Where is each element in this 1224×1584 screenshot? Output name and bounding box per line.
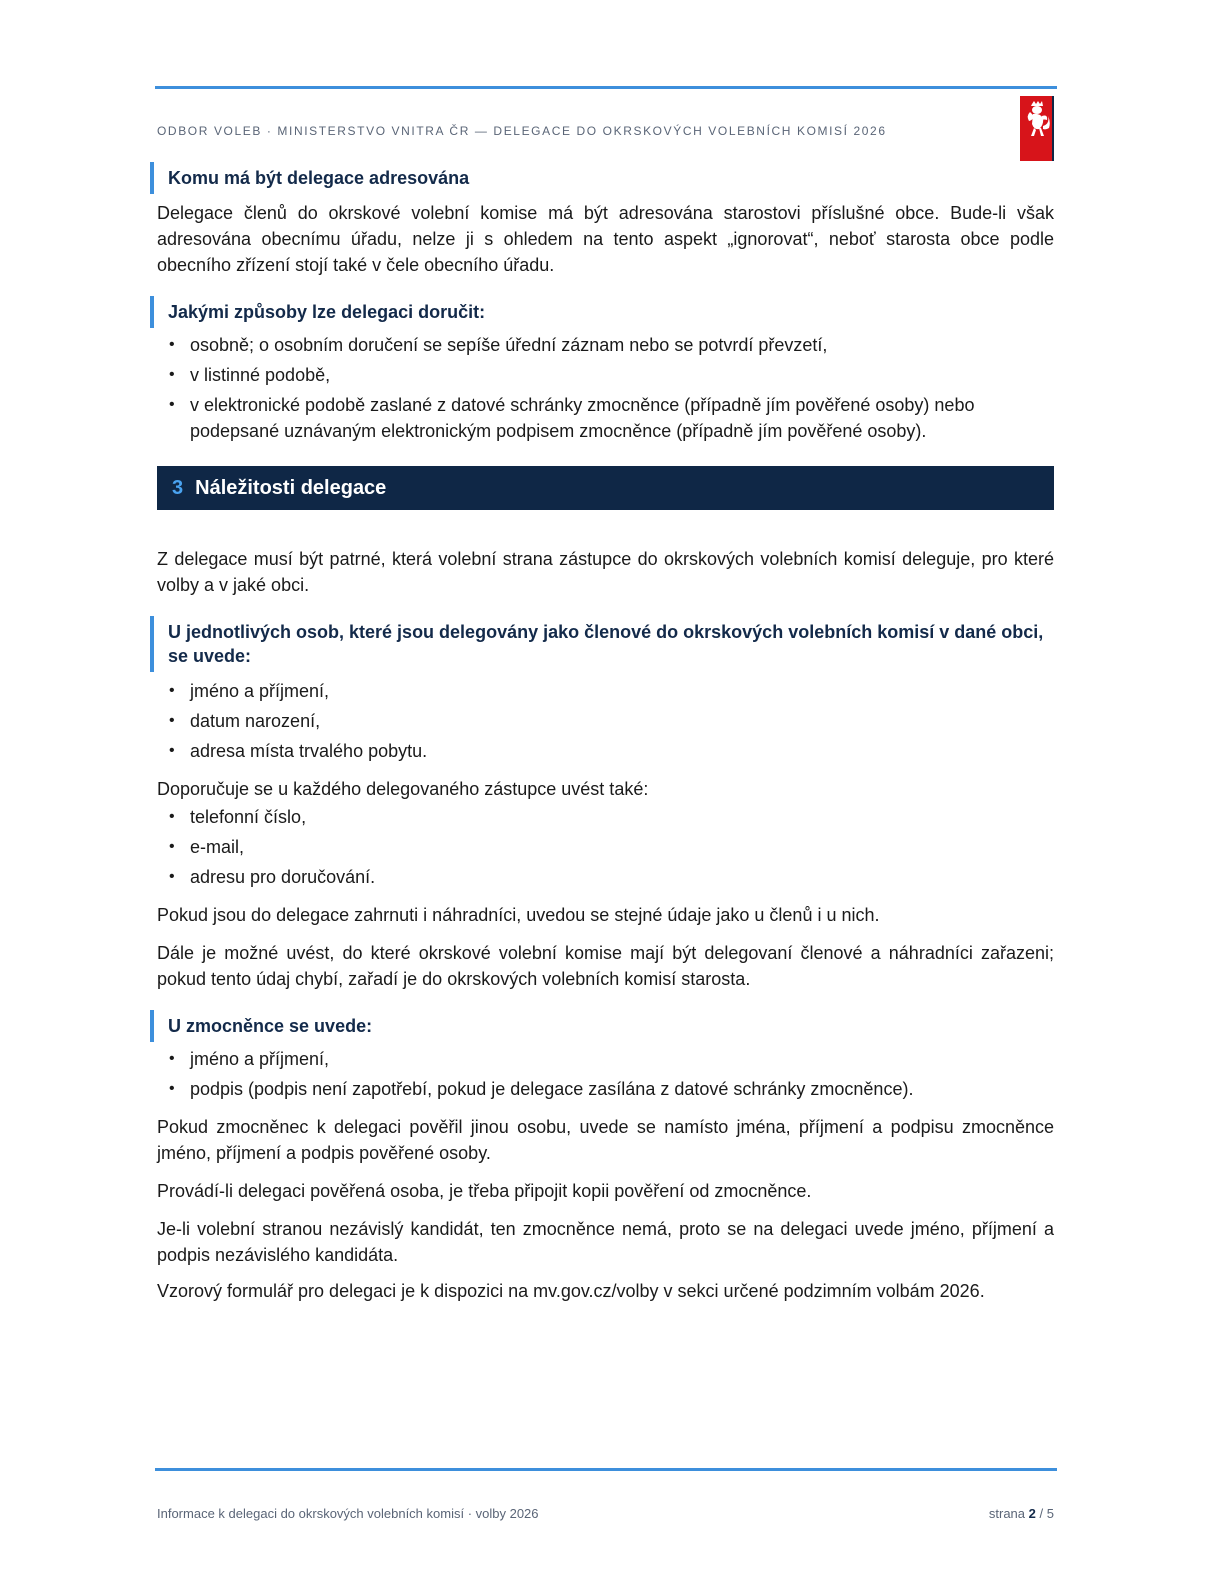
authorized-paragraph: Provádí-li delegaci pověřená osoba, je třeba připojit kopii pověření od zmocněnce. [157, 1181, 812, 1201]
header-rule [155, 86, 1057, 89]
delivery-list [157, 332, 1054, 444]
section-number: 3 [172, 476, 184, 499]
footer-title: Informace k delegaci do okrskových volebních komisí · volby 2026 [157, 1506, 539, 1521]
recommended-paragraph: Doporučuje se u každého delegovaného zástupce uvést také: [157, 779, 649, 799]
addressee-heading: Komu má být delegace adresována [150, 162, 1054, 194]
section-title: Náležitosti delegace [195, 476, 387, 499]
page-current: 2 [1028, 1506, 1036, 1521]
page-prefix: strana [988, 1506, 1026, 1521]
list-item: • datum narození, [157, 708, 1054, 734]
independent-paragraph: Je-li volební stranou nezávislý kandidát, ten zmocněnce nemá, proto se na delegaci uvede jméno, příjmení a podpis nezávislého kandidáta. [157, 1219, 1054, 1265]
page-content [157, 158, 1054, 1304]
czech-lion-emblem-icon [1020, 96, 1054, 161]
list-item: • telefonní číslo, [157, 804, 1054, 830]
proxy-heading: U zmocněnce se uvede: [150, 1010, 1054, 1042]
running-header: ODBOR VOLEB · MINISTERSTVO VNITRA ČR — DELEGACE DO OKRSKOVÝCH VOLEBNÍCH KOMISÍ 2026 [157, 124, 887, 138]
page-separator: / [1039, 1506, 1044, 1521]
proxy-list [157, 1046, 1054, 1102]
list-item: • adresu pro doručování. [157, 864, 1054, 890]
list-item: • adresa místa trvalého pobytu. [157, 738, 1054, 764]
persons-list [157, 678, 1054, 764]
section-heading-bar [157, 466, 1054, 510]
list-item: • jméno a příjmení, [157, 1046, 1054, 1072]
delivery-heading: Jakými způsoby lze delegaci doručit: [150, 296, 1054, 328]
page-number [989, 1506, 1054, 1521]
addressee-paragraph: Delegace členů do okrskové volební komise má být adresována starostovi příslušné obce. Bude-li však adresována obecnímu úřadu, nelze ji s ohledem na tento aspekt „ignorovat“, neboť starosta obce podle obecního zřízení stojí také v čele obecního úřadu. [157, 203, 1054, 275]
list-item: • e-mail, [157, 834, 1054, 860]
footer-rule [155, 1468, 1057, 1471]
substitutes-paragraph: Pokud jsou do delegace zahrnuti i náhradníci, uvedou se stejné údaje jako u členů i u nich. [157, 905, 880, 925]
list-item: • osobně; o osobním doručení se sepíše úřední záznam nebo se potvrdí převzetí, [157, 332, 1054, 358]
form-paragraph: Vzorový formulář pro delegaci je k dispozici na mv.gov.cz/volby v sekci určené podzimním volbám 2026. [157, 1281, 985, 1301]
section-intro-paragraph: Z delegace musí být patrné, která volební strana zástupce do okrskových volebních komisí deleguje, pro které volby a v jaké obci. [157, 549, 1054, 595]
page-total: 5 [1046, 1506, 1054, 1521]
list-item: • v listinné podobě, [157, 362, 1054, 388]
proxy-delegate-paragraph: Pokud zmocněnec k delegaci pověřil jinou osobu, uvede se namísto jména, příjmení a podpisu zmocněnce jméno, příjmení a podpis pověřené osoby. [157, 1117, 1054, 1163]
list-item: • podpis (podpis není zapotřebí, pokud je delegace zasílána z datové schránky zmocněnce). [157, 1076, 1054, 1102]
recommended-list [157, 804, 1054, 890]
assignment-paragraph: Dále je možné uvést, do které okrskové volební komise mají být delegovaní členové a náhradníci zařazeni; pokud tento údaj chybí, zařadí je do okrskových volebních komisí starosta. [157, 943, 1054, 989]
list-item: • jméno a příjmení, [157, 678, 1054, 704]
persons-heading: U jednotlivých osob, které jsou delegovány jako členové do okrskových volebních komisí v dané obci, se uvede: [150, 616, 1054, 672]
list-item: • v elektronické podobě zaslané z datové schránky zmocněnce (případně jím pověřené osoby) nebo podepsané uznávaným elektronickým podpisem zmocněnce (případně jím pověřené osoby). [157, 392, 1054, 444]
